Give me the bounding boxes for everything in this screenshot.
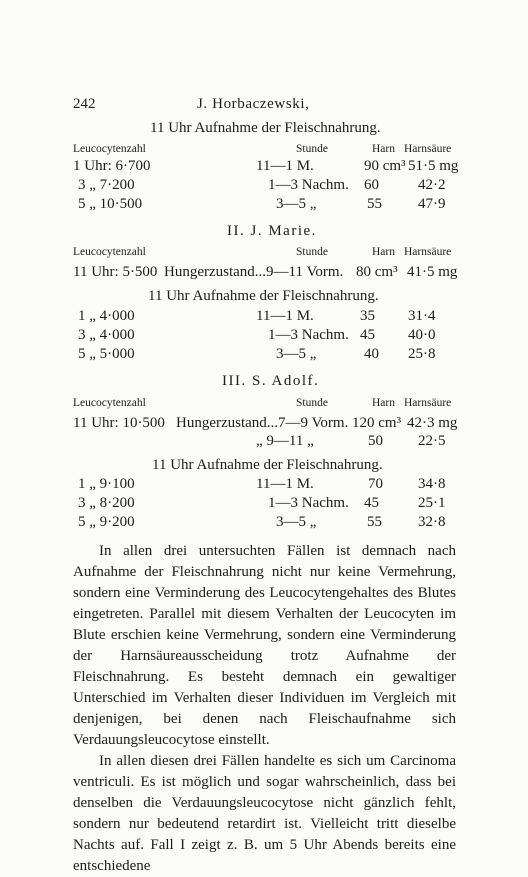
table-cell: 60 (364, 177, 379, 193)
table-cell: 11—1 M. (256, 476, 314, 492)
meal-note: 11 Uhr Aufnahme der Fleischnahrung. (148, 288, 379, 304)
col-header-uric-acid: Harnsäure (404, 397, 452, 409)
col-header-hour: Stunde (296, 397, 328, 409)
table-cell: 5 „ 9·200 (78, 514, 135, 530)
col-header-urine: Harn (372, 143, 395, 155)
table-cell: 25·1 (418, 495, 446, 511)
table-cell: 55 (367, 196, 382, 212)
col-header-hour: Stunde (296, 143, 328, 155)
paragraph: In allen drei untersuchten Fällen ist demnach nach Aufnahme der Fleischnahrung nicht nur keine Vermehrung, sondern eine Verminderung des Leucocytengehaltes des Blutes eingetreten. Parallel mit diesem Verhalten der Leucocyten im Blute erschien keine Vermehrung, sondern eine Verminderung der Harnsäureausscheidung trotz Aufnahme der Fleischnahrung. Es besteht demnach ein gewaltiger Unterschied im Verhalten dieser Individuen im Vergleich mit denjenigen, bei denen nach Fleischaufnahme sich Verdauungsleucocytose einstellt. (73, 543, 456, 748)
table-cell: 3 „ 7·200 (78, 177, 135, 193)
body-text (73, 541, 456, 877)
page-number: 242 (73, 96, 96, 112)
col-header-uric-acid: Harnsäure (404, 246, 452, 258)
table-cell: 40·0 (408, 327, 436, 343)
paragraph: In allen diesen drei Fällen handelte es sich um Carcinoma ventriculi. Es ist möglich und sogar wahrscheinlich, dass bei denselben die Verdauungsleucocytose nicht gänzlich fehlt, sondern nur bedeutend retardirt ist. Vielleicht tritt dieselbe Nachts auf. Fall I zeigt z. B. um 5 Uhr Abends bereits eine entschiedene (73, 753, 456, 874)
table-cell: 45 (364, 495, 379, 511)
table-cell: Hungerzustand...7—9 Vorm. (176, 415, 349, 431)
table-cell: 3—5 „ (276, 514, 317, 530)
table-cell: 51·5 mg (408, 158, 459, 174)
table-cell: 1 „ 4·000 (78, 308, 135, 324)
table-cell: 80 cm³ (356, 264, 398, 280)
table-cell: 40 (364, 346, 379, 362)
table-cell: 3—5 „ (276, 196, 317, 212)
table-cell: 1—3 Nachm. (268, 177, 349, 193)
table-cell: 31·4 (408, 308, 436, 324)
table-cell: 45 (360, 327, 375, 343)
table-cell: 47·9 (418, 196, 446, 212)
table-cell: 32·8 (418, 514, 446, 530)
col-header-hour: Stunde (296, 246, 328, 258)
table-cell: 70 (368, 476, 383, 492)
table-cell: 25·8 (408, 346, 436, 362)
meal-note: 11 Uhr Aufnahme der Fleischnahrung. (152, 457, 383, 473)
table-cell: 3 „ 4·000 (78, 327, 135, 343)
table-cell: 50 (368, 433, 383, 449)
table-cell: 11 Uhr: 5·500 (73, 264, 158, 280)
table-cell: 22·5 (418, 433, 446, 449)
running-title: J. Horbaczewski, (197, 96, 310, 112)
col-header-urine: Harn (372, 246, 395, 258)
table-cell: Hungerzustand...9—11 Vorm. (164, 264, 344, 280)
table-cell: 1 „ 9·100 (78, 476, 135, 492)
table-cell: 34·8 (418, 476, 446, 492)
table-cell: 5 „ 5·000 (78, 346, 135, 362)
table-cell: 11—1 M. (256, 158, 314, 174)
col-header-leucocytes: Leucocytenzahl (73, 246, 146, 258)
table-cell: 55 (367, 514, 382, 530)
table-cell: 90 cm³ (364, 158, 406, 174)
table-cell: 11 Uhr: 10·500 (73, 415, 165, 431)
col-header-uric-acid: Harnsäure (404, 143, 452, 155)
table-cell: 11—1 M. (256, 308, 314, 324)
table-cell: 1—3 Nachm. (268, 327, 349, 343)
meal-note: 11 Uhr Aufnahme der Fleischnahrung. (150, 120, 381, 136)
col-header-leucocytes: Leucocytenzahl (73, 143, 146, 155)
table-cell: 5 „ 10·500 (78, 196, 143, 212)
table-cell: 41·5 mg (407, 264, 458, 280)
table-cell: 35 (360, 308, 375, 324)
table-cell: „ 9—11 „ (256, 433, 314, 449)
table-cell: 42·3 mg (407, 415, 458, 431)
col-header-urine: Harn (372, 397, 395, 409)
section-title: III. S. Adolf. (222, 373, 320, 389)
section-title: II. J. Marie. (227, 223, 317, 239)
table-cell: 1—3 Nachm. (268, 495, 349, 511)
table-cell: 3 „ 8·200 (78, 495, 135, 511)
table-cell: 42·2 (418, 177, 446, 193)
table-cell: 3—5 „ (276, 346, 317, 362)
table-cell: 120 cm³ (352, 415, 402, 431)
col-header-leucocytes: Leucocytenzahl (73, 397, 146, 409)
table-cell: 1 Uhr: 6·700 (73, 158, 151, 174)
